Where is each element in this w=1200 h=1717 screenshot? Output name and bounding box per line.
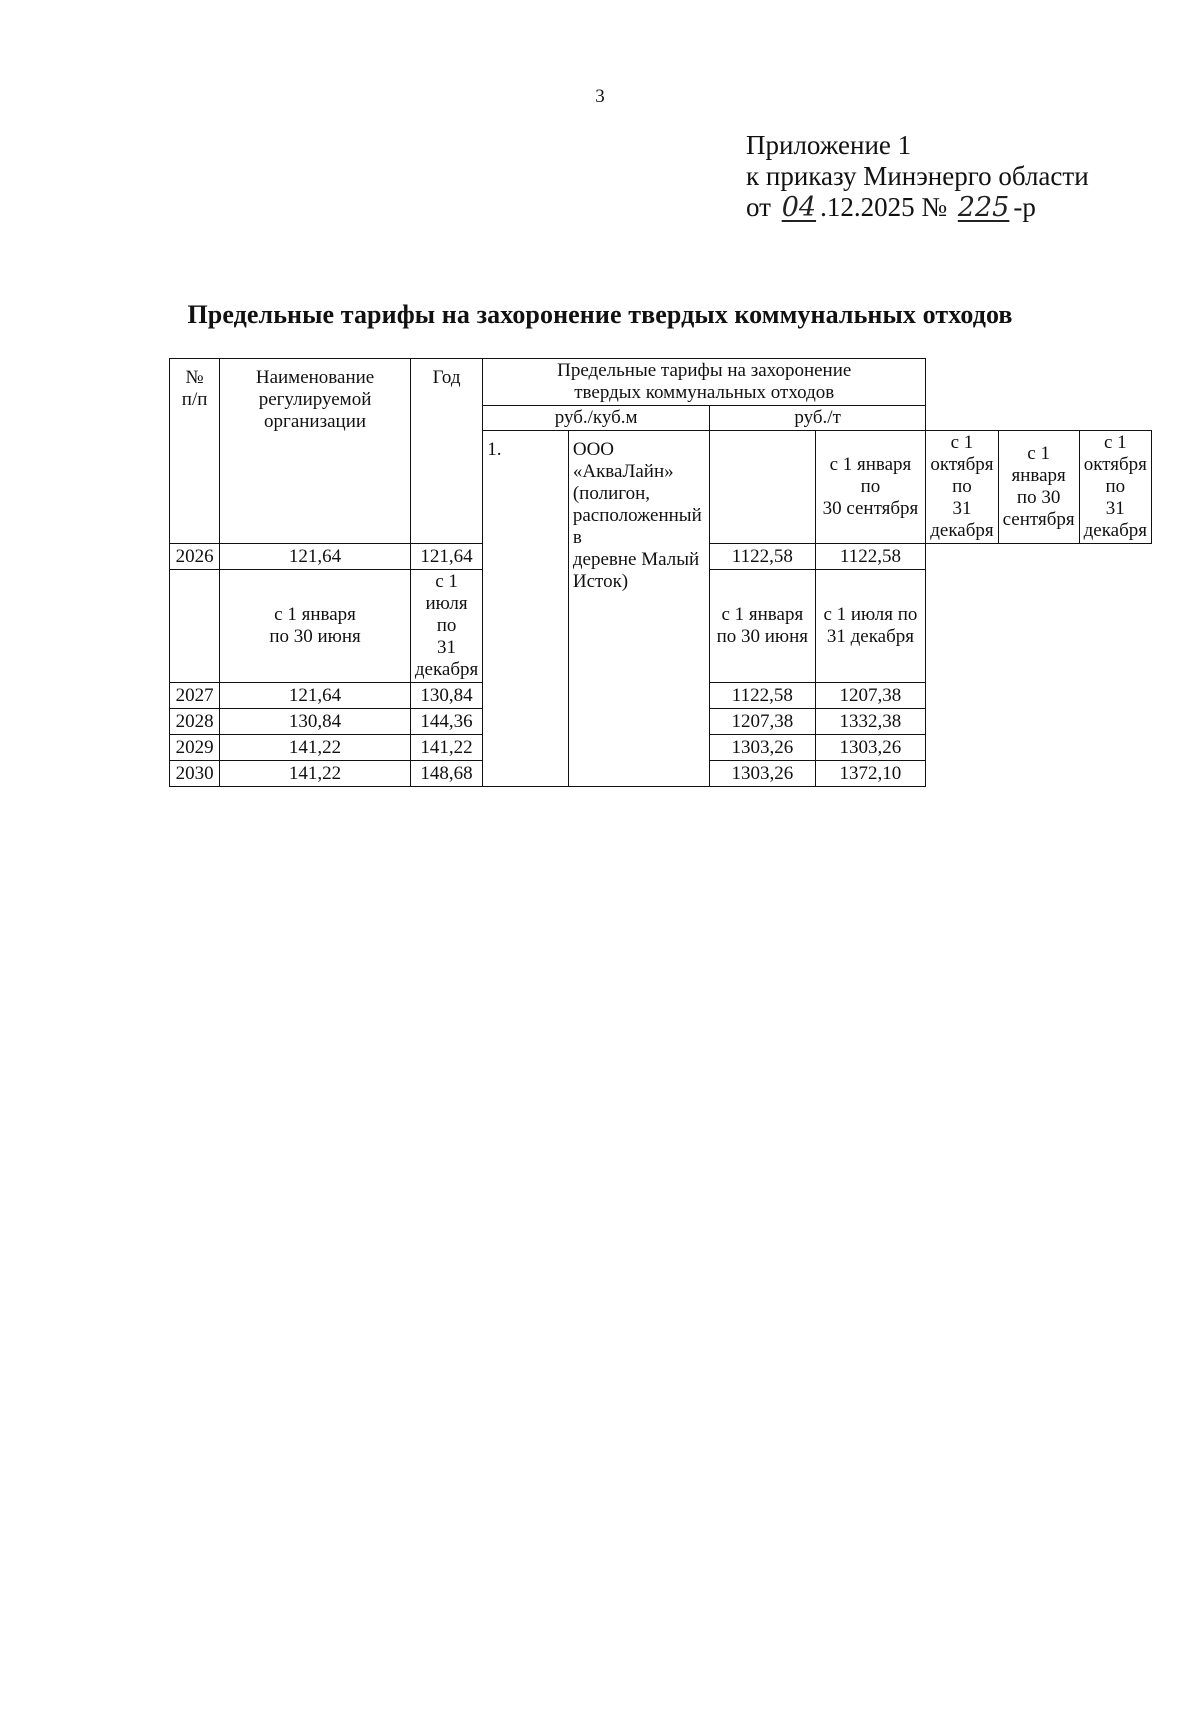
period-year-empty — [170, 570, 220, 683]
document-title: Предельные тарифы на захоронение твердых коммунальных отходов — [187, 300, 1013, 329]
handwritten-order-number: 225 — [957, 192, 1010, 223]
value-cell: 1303,26 — [710, 735, 816, 761]
year-cell: 2028 — [170, 709, 220, 735]
period-cell: с 1 октября по 31 декабря — [926, 431, 998, 544]
value-cell: 1303,26 — [710, 761, 816, 787]
appendix-line-2: к приказу Минэнерго области — [746, 161, 1089, 191]
value-cell: 141,22 — [220, 761, 411, 787]
date-suffix: -р — [1013, 192, 1036, 222]
value-cell: 1207,38 — [815, 683, 926, 709]
page-number: 3 — [595, 86, 605, 107]
period-cell: с 1 января по 30 сентября — [998, 431, 1079, 544]
header-unit-t: руб./т — [710, 406, 926, 431]
header-organization: Наименование регулируемой организации — [220, 359, 411, 544]
value-cell: 121,64 — [220, 683, 411, 709]
period-cell: с 1 июля по 31 декабря — [815, 570, 926, 683]
value-cell: 1332,38 — [815, 709, 926, 735]
value-cell: 130,84 — [220, 709, 411, 735]
year-cell: 2026 — [170, 544, 220, 570]
value-cell: 121,64 — [410, 544, 482, 570]
value-cell: 1303,26 — [815, 735, 926, 761]
appendix-block — [746, 130, 1089, 223]
organization-name: ООО «АкваЛайн» (полигон, расположенный в деревне Малый Исток) — [568, 431, 709, 787]
period-cell: с 1 октября по 31 декабря — [1079, 431, 1151, 544]
value-cell: 1207,38 — [710, 709, 816, 735]
tariffs-table — [169, 358, 1152, 787]
year-cell: 2030 — [170, 761, 220, 787]
header-year: Год — [410, 359, 482, 544]
value-cell: 1122,58 — [710, 683, 816, 709]
header-tariffs: Предельные тарифы на захоронение твердых коммунальных отходов — [483, 359, 926, 406]
value-cell: 130,84 — [410, 683, 482, 709]
year-cell: 2027 — [170, 683, 220, 709]
value-cell: 1372,10 — [815, 761, 926, 787]
header-unit-m3: руб./куб.м — [483, 406, 710, 431]
date-prefix: от — [746, 192, 771, 222]
header-row-1 — [170, 359, 1152, 406]
period-cell: с 1 января по 30 сентября — [815, 431, 926, 544]
row-number: 1. — [483, 431, 569, 787]
date-mid: .12.2025 № — [820, 192, 948, 222]
period-cell: с 1 июля по 31 декабря — [410, 570, 482, 683]
period-cell: с 1 января по 30 июня — [220, 570, 411, 683]
value-cell: 148,68 — [410, 761, 482, 787]
period-cell: с 1 января по 30 июня — [710, 570, 816, 683]
value-cell: 141,22 — [220, 735, 411, 761]
value-cell: 141,22 — [410, 735, 482, 761]
year-cell: 2029 — [170, 735, 220, 761]
appendix-line-1: Приложение 1 — [746, 130, 912, 160]
value-cell: 1122,58 — [710, 544, 816, 570]
value-cell: 1122,58 — [815, 544, 926, 570]
handwritten-day: 04 — [781, 192, 817, 223]
value-cell: 121,64 — [220, 544, 411, 570]
value-cell: 144,36 — [410, 709, 482, 735]
period-year-empty — [710, 431, 816, 544]
appendix-line-3 — [746, 192, 1089, 223]
header-num: № п/п — [170, 359, 220, 544]
